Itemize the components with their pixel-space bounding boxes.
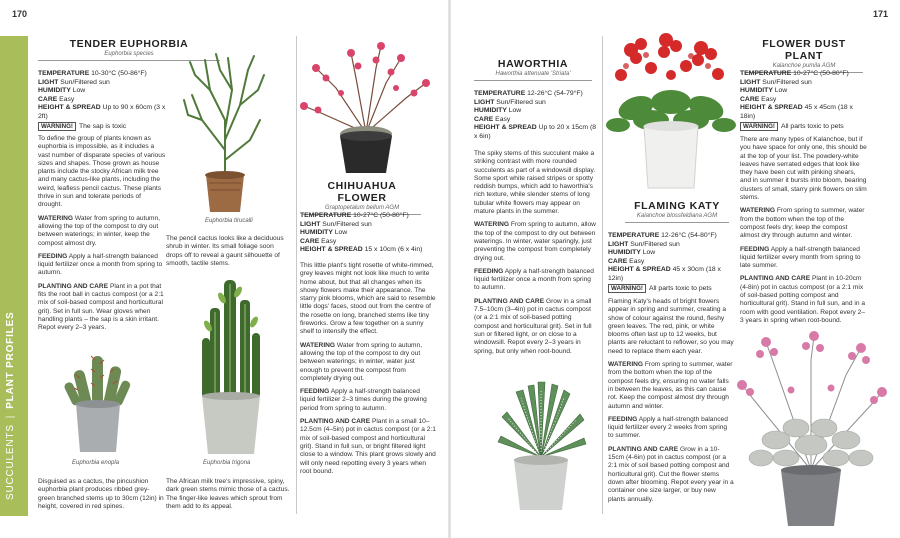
flaming-katy-facts bbox=[608, 232, 732, 293]
photo-caption: Euphorbia enopla bbox=[72, 460, 120, 466]
fact-row: CARE Easy bbox=[740, 95, 777, 103]
fact-row: LIGHT Sun/Filtered sun bbox=[608, 240, 680, 248]
warning-row: WARNING! All parts toxic to pets bbox=[608, 284, 732, 294]
planting-care-text: PLANTING AND CARE Plant in 10-20cm (4-8in) pot in cactus compost (or a 2:1 mix of soil-based potting compost and horticultural grit). Stand in full sun, and in a room with good ventilation. Repot every 2–3 years in spring when root-bound. bbox=[740, 275, 865, 324]
right-page-number: 171 bbox=[872, 9, 888, 19]
photo-caption: Euphorbia tirucalli bbox=[205, 218, 253, 224]
fact-row: HEIGHT & SPREAD 45 x 45cm (18 x 18in) bbox=[740, 104, 853, 120]
euphorbia-trigona-image bbox=[198, 278, 264, 456]
haworthia-header bbox=[474, 58, 592, 81]
watering-text: WATERING Water from spring to autumn, allowing the top of the compost to dry out between waterings; in winter, keep the compost almost dry. bbox=[38, 214, 161, 247]
profile-title: FLOWER DUST PLANT bbox=[762, 38, 846, 62]
intro-text: There are many types of Kalanchoe, but if you have space for only one, this should be at the top of your list. The powdery-white leaves have serrated edges that look like they have been cut with pinking shears, and in summer it bursts into bloom, bearing clusters of small, starry pink flowers on slim stems. bbox=[740, 136, 867, 202]
planting-care-text: PLANTING AND CARE Plant in a pot that fits the root ball in cactus compost (or a 2:1 mix of soil-based compost and horticultural grit). Set in full sun. Wear gloves when handling plants – the sap is a skin irritant. Repot every 2–3 years. bbox=[38, 282, 164, 332]
planting-care-text: PLANTING AND CARE Grow in a small 7.5–10cm (3–4in) pot in cactus compost (or a 2:1 mix of soil-based potting compost and horticultural grit). Set in full sun or filtered light, or on close to a windowsill. Repot every 2–3 years in spring, but only when root-bound. bbox=[474, 297, 592, 355]
intro-text: Flaming Katy's heads of bright flowers appear in spring and summer, creating a show of colour against the round, fleshy green leaves. The red, pink, or white blooms often last up to 12 weeks, but plants are reluctant to reflower, so you may need to replace them each year. bbox=[608, 298, 734, 355]
tender-euphorbia-facts bbox=[38, 70, 173, 131]
fact-row: HUMIDITY Low bbox=[300, 229, 348, 237]
flaming-katy-header bbox=[625, 200, 729, 223]
photo-description: Disguised as a cactus, the pincushion euphorbia plant produces ribbed grey-green branched stems up to 30cm (12in) in height, covered in red spines. bbox=[38, 478, 164, 510]
haworthia-image bbox=[496, 372, 586, 512]
fact-row: TEMPERATURE 12-26°C (54-79°F) bbox=[474, 90, 583, 97]
photo-description: The African milk tree's impressive, spiny, dark green stems mimic those of a cactus. The finger-like leaves which sprout from them add to its appeal. bbox=[166, 478, 290, 510]
fact-row: LIGHT Sun/Filtered sun bbox=[300, 220, 372, 228]
profile-latin-name: Kalanchoe blossfeldiana AGM bbox=[625, 213, 729, 223]
flower-dust-plant-body bbox=[740, 136, 868, 330]
fact-row: LIGHT Sun/Filtered sun bbox=[474, 98, 546, 106]
profile-latin-name: Graptopetalum bellum AGM bbox=[303, 205, 421, 215]
flower-dust-plant-facts bbox=[740, 70, 868, 131]
flower-dust-plant-header bbox=[745, 38, 863, 73]
fact-row: LIGHT Sun/Filtered sun bbox=[38, 78, 110, 86]
photo-caption: Euphorbia trigona bbox=[203, 460, 251, 466]
profile-title: CHIHUAHUA FLOWER bbox=[327, 180, 397, 204]
haworthia-body bbox=[474, 150, 598, 361]
intro-text: To define the group of plants known as euphorbia is impossible, as it includes a vast number of disparate species of various sizes and shapes. Those grown as house plants include the stocky African milk tree and many cactus-like plants, including the weird, leafless pencil cactus. These plants thrive in sun and tolerate periods of drought. bbox=[38, 135, 166, 209]
intro-text: The spiky stems of this succulent make a striking contrast with more rounded succulents as part of a windowsill display. Some sport white raised stripes or spotty reddish bumps, which add to haworthia's rich texture, while slender stems of long tubular white flowers may appear on mature plants in the summer. bbox=[474, 150, 596, 216]
haworthia-facts bbox=[474, 90, 600, 142]
feeding-text: FEEDING Apply a half-strength balanced liquid fertilizer every 2 weeks from spring to summer. bbox=[608, 415, 728, 440]
watering-text: WATERING Water from spring to autumn, allowing the top of the compost to dry out between waterings; in winter, water just enough to prevent the compost from completely drying out. bbox=[300, 341, 423, 382]
side-tab-subsection: PLANT PROFILES bbox=[5, 311, 16, 409]
profile-title: HAWORTHIA bbox=[497, 58, 569, 70]
fact-row: HEIGHT & SPREAD 45 x 30cm (18 x 12in) bbox=[608, 266, 721, 282]
fact-row: LIGHT Sun/Filtered sun bbox=[740, 78, 812, 86]
chihuahua-flower-body bbox=[300, 262, 436, 481]
watering-text: WATERING From spring to autumn, allow the top of the compost to dry out between waterings. In winter, water sparingly, just preventing the compost from completely drying out. bbox=[474, 221, 596, 262]
warning-badge: WARNING! bbox=[608, 284, 646, 293]
fact-row: TEMPERATURE 10-27°C (50-80°F) bbox=[300, 212, 409, 219]
flaming-katy-image bbox=[606, 30, 736, 190]
flower-dust-plant-image bbox=[736, 330, 886, 530]
fact-row: HEIGHT & SPREAD Up to 90 x 60cm (3 x 2ft) bbox=[38, 104, 166, 120]
column-divider bbox=[602, 36, 603, 514]
feeding-text: FEEDING Apply a half-strength balanced liquid fertilizer once a month from spring to autumn. bbox=[38, 252, 163, 277]
warning-badge: WARNING! bbox=[740, 122, 778, 131]
chihuahua-flower-header bbox=[303, 180, 421, 215]
fact-row: HUMIDITY Low bbox=[608, 249, 656, 257]
flaming-katy-body bbox=[608, 298, 734, 509]
book-gutter bbox=[448, 0, 451, 538]
profile-latin-name: Euphorbia species bbox=[38, 51, 220, 61]
profile-latin-name: Haworthia attenuate 'Striata' bbox=[474, 71, 592, 81]
fact-row: HUMIDITY Low bbox=[740, 87, 788, 95]
planting-care-text: PLANTING AND CARE Plant in a small 10–12.5cm (4–5in) pot in cactus compost (or a 2:1 mix of soil-based compost and horticultural grit). Stand in full sun, or bright filtered light close to a window. This plant grows slowly and will only need repotting every 3 years when root bound. bbox=[300, 418, 436, 475]
profile-title: FLAMING KATY bbox=[634, 200, 720, 212]
fact-row: HUMIDITY Low bbox=[38, 87, 86, 95]
profile-title: TENDER EUPHORBIA bbox=[69, 38, 189, 50]
fact-row: CARE Easy bbox=[608, 257, 645, 265]
tender-euphorbia-body bbox=[38, 135, 166, 338]
fact-row: TEMPERATURE 10-30°C (50-86°F) bbox=[38, 70, 147, 77]
fact-row: CARE Easy bbox=[300, 237, 337, 245]
profile-latin-name: Kalanchoe pumila AGM bbox=[745, 63, 863, 73]
feeding-text: FEEDING Apply a half-strength balanced liquid fertilizer 2–3 times during the growing period from spring to autumn. bbox=[300, 388, 427, 412]
chihuahua-flower-facts bbox=[300, 212, 450, 255]
fact-row: HEIGHT & SPREAD Up to 20 x 15cm (8 x 6in) bbox=[474, 124, 597, 140]
fact-row: TEMPERATURE 12-26°C (54-80°F) bbox=[608, 232, 717, 239]
fact-row: HEIGHT & SPREAD 15 x 10cm (6 x 4in) bbox=[300, 246, 423, 254]
fact-row: TEMPERATURE 10-27°C (50-80°F) bbox=[740, 70, 849, 77]
watering-text: WATERING From spring to summer, water from the bottom when the top of the compost feels dry, ensuring no water falls in between the leaves, as this can cause rot. Keep the compost almost dry through autumn and winter. bbox=[608, 361, 733, 410]
warning-row: WARNING! The sap is toxic bbox=[38, 122, 173, 132]
watering-text: WATERING From spring to summer, water from the bottom when the top of the compost feels dry; keep the compost almost dry through autumn and winter. bbox=[740, 207, 865, 240]
warning-badge: WARNING! bbox=[38, 122, 76, 131]
feeding-text: FEEDING Apply a half-strength balanced liquid fertilizer every month from spring to late summer. bbox=[740, 245, 861, 270]
chihuahua-flower-image bbox=[296, 38, 436, 178]
euphorbia-enopla-image bbox=[62, 352, 134, 454]
euphorbia-tirucalli-image bbox=[180, 50, 270, 215]
fact-row: CARE Easy bbox=[38, 95, 75, 103]
warning-row: WARNING! All parts toxic to pets bbox=[740, 122, 868, 132]
left-page-number: 170 bbox=[12, 9, 28, 19]
fact-row: HUMIDITY Low bbox=[474, 107, 522, 115]
side-tab-text: SUCCULENTS|PLANT PROFILES bbox=[5, 311, 16, 500]
planting-care-text: PLANTING AND CARE Grow in a 10-15cm (4-6in) pot in cactus compost (or a 2:1 mix of soil based potting compost and horticultural grit). Cut the flower stems down after blooming. Repot every year in a container one size larger, or buy new plants annually. bbox=[608, 445, 734, 503]
side-tab-section: SUCCULENTS bbox=[5, 424, 16, 500]
photo-description: The pencil cactus looks like a deciduous shrub in winter. Its small foliage soon drops off to reveal a gaunt silhouette of smooth, tactile stems. bbox=[166, 235, 284, 267]
fact-row: CARE Easy bbox=[474, 115, 511, 123]
feeding-text: FEEDING Apply a half-strength balanced liquid fertilizer once a month from spring to autumn. bbox=[474, 267, 594, 292]
intro-text: This little plant's tight rosette of white-rimmed, grey leaves might not look like much to write home about, but that all changes when its showy flowers make their appearance. The starry pink blooms, which are said to resemble little dogs' faces, stood out from the centre of the rosette on long, branched stems like tiny fireworks. Grow a few together on a sunny shelf to intensify the effect. bbox=[300, 262, 436, 336]
